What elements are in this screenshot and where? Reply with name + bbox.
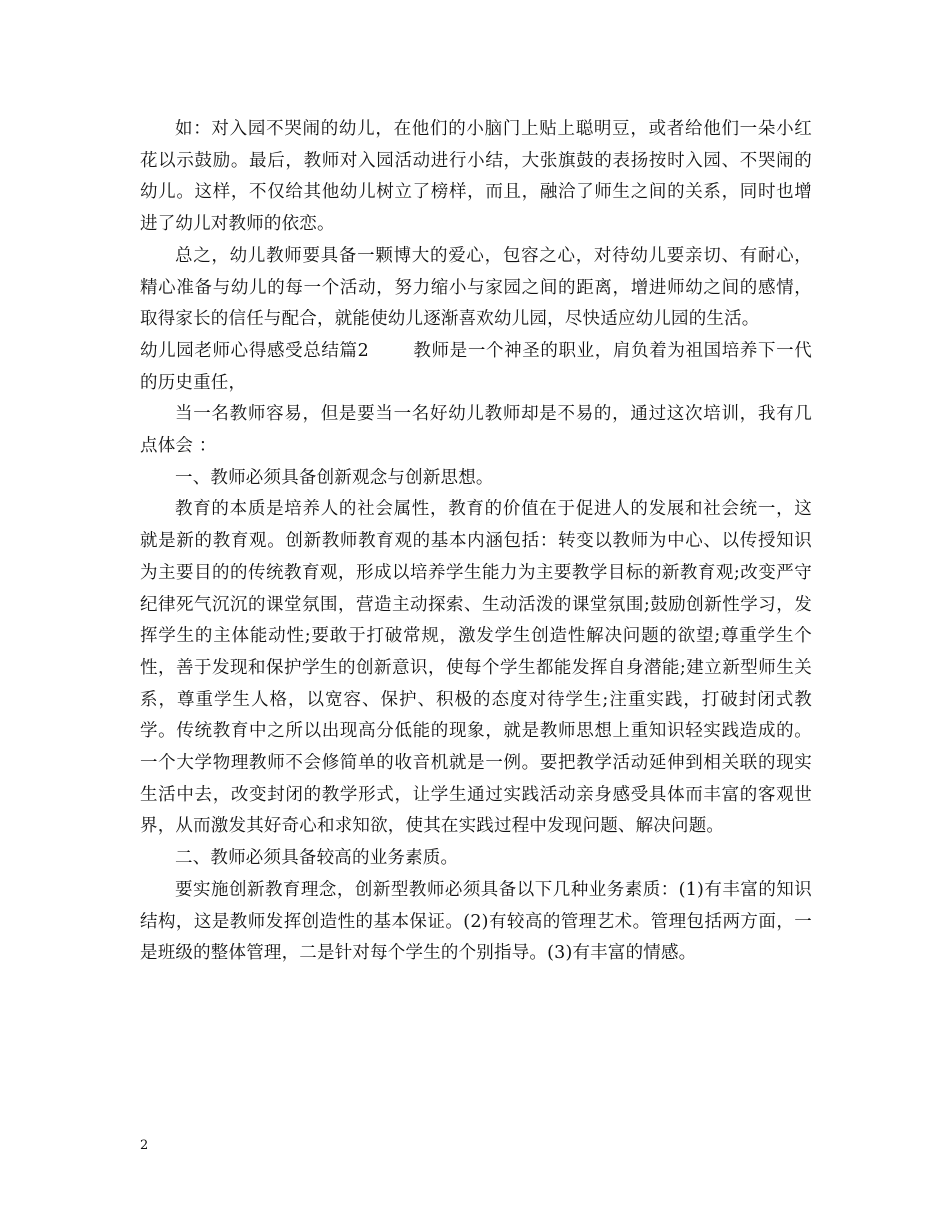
page-number: 2: [140, 1138, 149, 1153]
paragraph-education-concept: 教育的本质是培养人的社会属性，教育的价值在于促进人的发展和社会统一，这就是新的教育观。创新教师教育观的基本内涵包括：转变以教师为中心、以传授知识为主要目的的传统教育观，形成以培养学生能力为主要教学目标的新教育观;改变严守纪律死气沉沉的课堂氛围，营造主动探索、生动活泼的课堂氛围;鼓励创新性学习，发挥学生的主体能动性;要敢于打破常规，激发学生创造性解决问题的欲望;尊重学生个性，善于发现和保护学生的创新意识，使每个学生都能发挥自身潜能;建立新型师生关系，尊重学生人格，以宽容、保护、积极的态度对待学生;注重实践，打破封闭式教学。传统教育中之所以出现高分低能的现象，就是教师思想上重知识轻实践造成的。一个大学物理教师不会修简单的收音机就是一例。要把教学活动延伸到相关联的现实生活中去，改变封闭的教学形式，让学生通过实践活动亲身感受具体而丰富的客观世界，从而激发其好奇心和求知欲，使其在实践过程中发现问题、解决问题。: [140, 499, 812, 837]
document-body: [140, 114, 812, 970]
section-intro: 教师是一个神圣的职业，肩负着为祖国培养下一代的历史重任，: [140, 340, 812, 393]
paragraph-point-one-heading: 一、教师必须具备创新观念与创新思想。: [175, 467, 494, 488]
paragraph-training-experience: 当一名教师容易，但是要当一名好幼儿教师却是不易的，通过这次培训，我有几点体会 ：: [140, 404, 812, 457]
paragraph-point-two-heading: 二、教师必须具备较高的业务素质。: [175, 848, 459, 869]
paragraph-summary: 总之，幼儿教师要具备一颗博大的爱心，包容之心，对待幼儿要亲切、有耐心，精心准备与幼儿的每一个活动，努力缩小与家园之间的距离，增进师幼之间的感情，取得家长的信任与配合，就能使幼儿逐渐喜欢幼儿园，尽快适应幼儿园的生活。: [140, 245, 812, 330]
paragraph-kindergarten-entry: 如：对入园不哭闹的幼儿，在他们的小脑门上贴上聪明豆，或者给他们一朵小红花以示鼓励。最后，教师对入园活动进行小结，大张旗鼓的表扬按时入园、不哭闹的幼儿。这样，不仅给其他幼儿树立了榜样，而且，融洽了师生之间的关系，同时也增进了幼儿对教师的依恋。: [140, 119, 812, 235]
paragraph-section-heading: [140, 336, 812, 399]
section-title: 幼儿园老师心得感受总结篇2: [140, 340, 369, 361]
paragraph-professional-quality: 要实施创新教育理念，创新型教师必须具备以下几种业务素质：(1)有丰富的知识结构，这是教师发挥创造性的基本保证。(2)有较高的管理艺术。管理包括两方面，一是班级的整体管理，二是针对每个学生的个别指导。(3)有丰富的情感。: [140, 879, 812, 964]
